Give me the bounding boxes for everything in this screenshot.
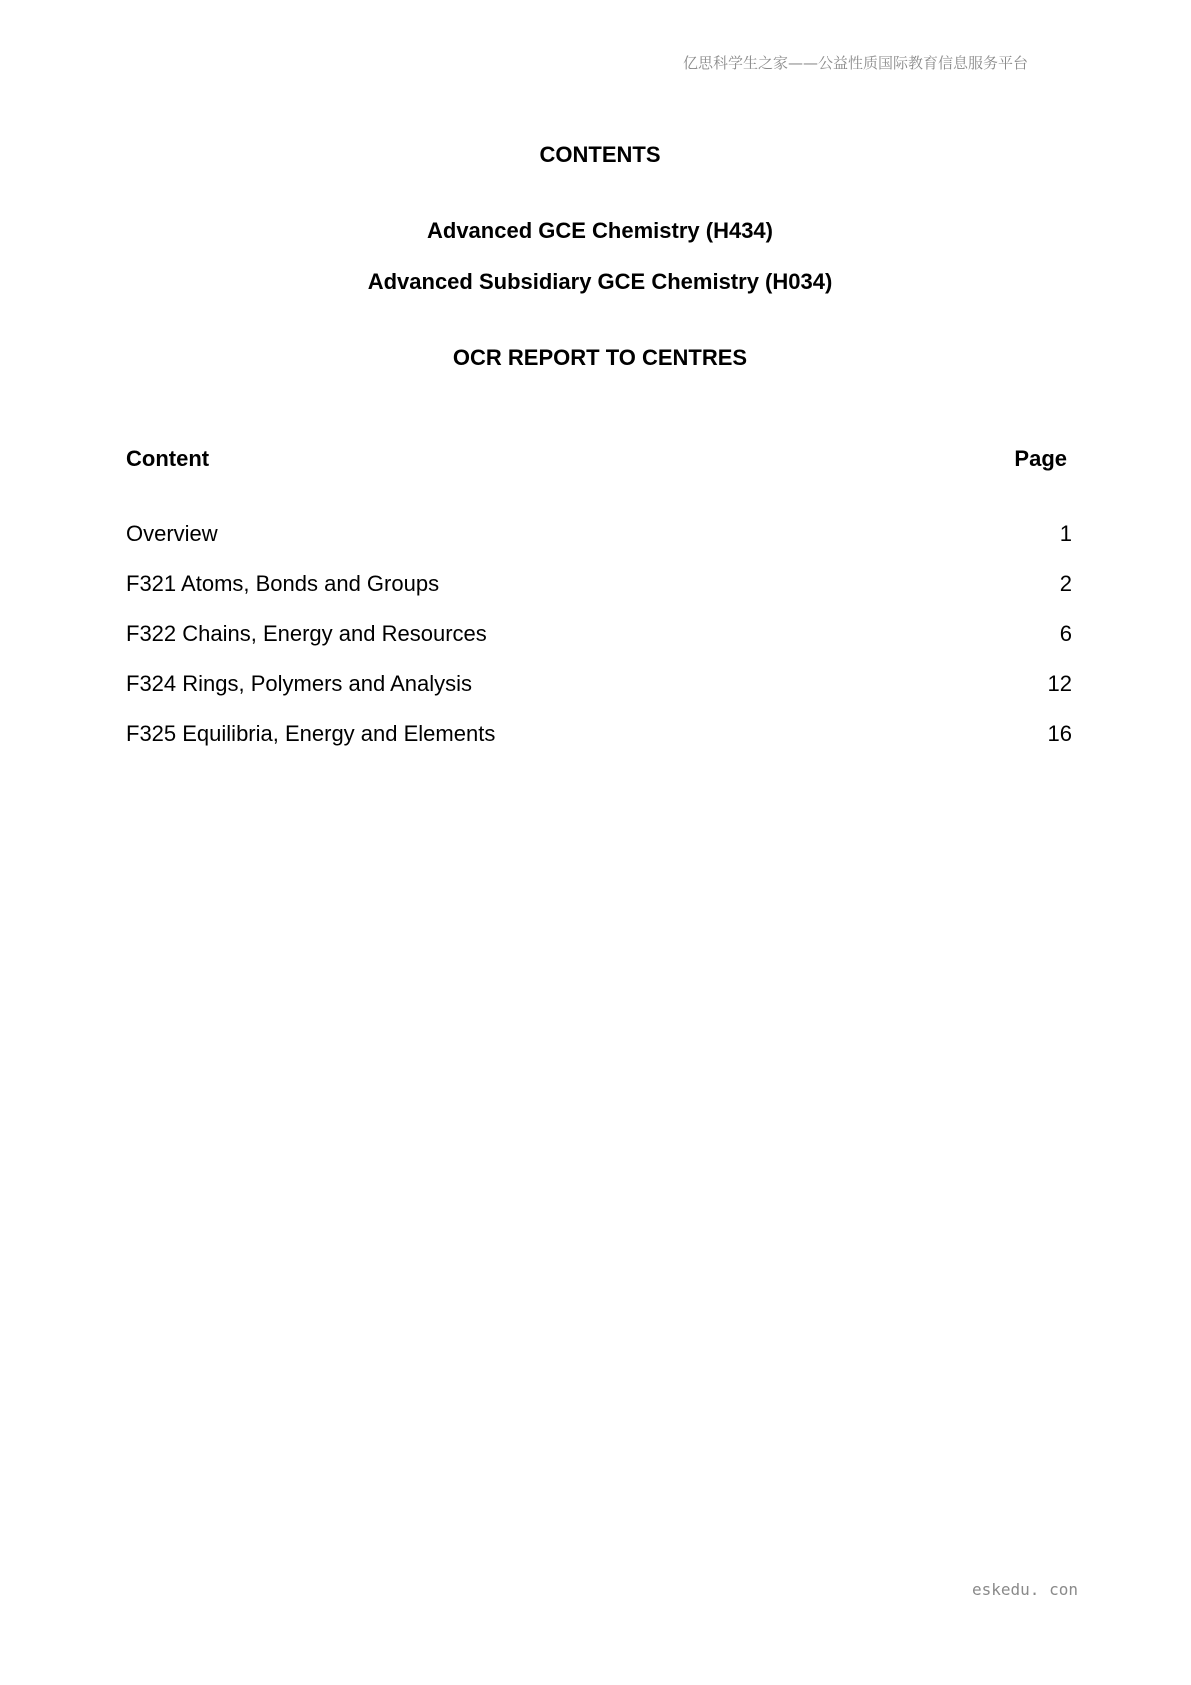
toc-entry-title: F325 Equilibria, Energy and Elements [126,721,496,746]
header-watermark: 亿思科学生之家——公益性质国际教育信息服务平台 [683,54,1029,72]
toc-entry-title: F322 Chains, Energy and Resources [126,621,487,646]
report-title: OCR REPORT TO CENTRES [452,345,748,370]
toc-entry-title: F324 Rings, Polymers and Analysis [126,671,473,696]
toc-row-f321[interactable] [126,571,1072,621]
toc-entry-page: 16 [1047,721,1072,746]
toc-entry-page: 1 [1059,521,1072,546]
toc-row-overview[interactable] [126,521,1072,571]
toc-entry-title: F321 Atoms, Bonds and Groups [126,571,440,596]
toc-entry-page: 12 [1047,671,1072,696]
toc-row-f324[interactable] [126,671,1072,721]
table-of-contents [126,521,1072,771]
toc-entry-title: Overview [126,521,218,546]
page-title: CONTENTS [539,142,661,167]
qualification-a2-heading: Advanced GCE Chemistry (H434) [427,218,773,243]
toc-row-f325[interactable] [126,721,1072,771]
toc-page-header: Page [1014,446,1067,471]
footer-watermark: eskedu. con [972,1580,1078,1599]
qualification-as-heading: Advanced Subsidiary GCE Chemistry (H034) [367,269,833,294]
toc-content-header: Content [126,446,210,471]
toc-entry-page: 2 [1059,571,1072,596]
toc-entry-page: 6 [1059,621,1072,646]
toc-row-f322[interactable] [126,621,1072,671]
